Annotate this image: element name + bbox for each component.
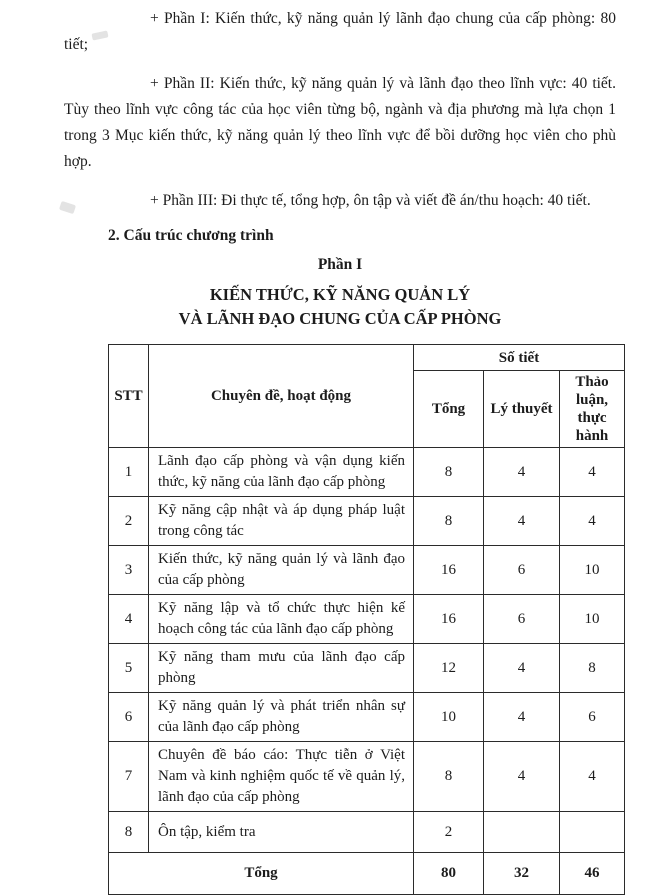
stt-cell: 5 xyxy=(109,644,149,693)
topic-cell: Ôn tập, kiểm tra xyxy=(149,812,414,853)
table-row xyxy=(109,595,625,644)
practice-cell: 10 xyxy=(560,546,625,595)
theory-cell: 4 xyxy=(484,693,560,742)
table-title-line2: VÀ LÃNH ĐẠO CHUNG CỦA CẤP PHÒNG xyxy=(178,309,502,328)
table-row xyxy=(109,497,625,546)
total-cell: 8 xyxy=(414,497,484,546)
total-practice-cell: 46 xyxy=(560,853,625,895)
paragraph-part-2: + Phần II: Kiến thức, kỹ năng quản lý và lãnh đạo theo lĩnh vực: 40 tiết. Tùy theo lĩnh vực công tác của học viên từng bộ, ngành và địa phương mà lựa chọn 1 trong 3 Mục kiến thức, kỹ năng quản lý theo lĩnh vực để bồi dưỡng học viên cho phù hợp. xyxy=(64,75,616,170)
topic-cell: Lãnh đạo cấp phòng và vận dụng kiến thức, kỹ năng của lãnh đạo cấp phòng xyxy=(149,448,414,497)
table-row xyxy=(109,812,625,853)
practice-cell: 4 xyxy=(560,742,625,812)
practice-cell: 8 xyxy=(560,644,625,693)
topic-cell: Kỹ năng cập nhật và áp dụng pháp luật trong công tác xyxy=(149,497,414,546)
theory-cell: 6 xyxy=(484,595,560,644)
total-cell: 8 xyxy=(414,448,484,497)
total-cell: 2 xyxy=(414,812,484,853)
total-cell: 8 xyxy=(414,742,484,812)
theory-cell: 4 xyxy=(484,497,560,546)
topic-cell: Kiến thức, kỹ năng quản lý và lãnh đạo của cấp phòng xyxy=(149,546,414,595)
total-cell: 12 xyxy=(414,644,484,693)
theory-cell: 6 xyxy=(484,546,560,595)
topic-cell: Chuyên đề báo cáo: Thực tiễn ở Việt Nam và kinh nghiệm quốc tế về quản lý, lãnh đạo của cấp phòng xyxy=(149,742,414,812)
stt-cell: 1 xyxy=(109,448,149,497)
theory-cell: 4 xyxy=(484,644,560,693)
topic-cell: Kỹ năng tham mưu của lãnh đạo cấp phòng xyxy=(149,644,414,693)
col-header-theory: Lý thuyết xyxy=(484,371,560,448)
stt-cell: 8 xyxy=(109,812,149,853)
stt-cell: 6 xyxy=(109,693,149,742)
practice-cell xyxy=(560,812,625,853)
practice-cell: 4 xyxy=(560,497,625,546)
col-header-topic: Chuyên đề, hoạt động xyxy=(149,345,414,448)
stt-cell: 3 xyxy=(109,546,149,595)
table-title-line1: KIẾN THỨC, KỸ NĂNG QUẢN LÝ xyxy=(209,285,471,304)
practice-cell: 4 xyxy=(560,448,625,497)
table-row xyxy=(109,693,625,742)
total-cell: 16 xyxy=(414,595,484,644)
table-row xyxy=(109,742,625,812)
total-row xyxy=(109,853,625,895)
col-header-periods-group: Số tiết xyxy=(414,345,625,371)
table-row xyxy=(109,448,625,497)
table-row xyxy=(109,644,625,693)
total-label-cell: Tổng xyxy=(109,853,414,895)
col-header-practice: Thảo luận, thực hành xyxy=(560,371,625,448)
table-row xyxy=(109,546,625,595)
theory-cell xyxy=(484,812,560,853)
total-theory-cell: 32 xyxy=(484,853,560,895)
total-cell: 16 xyxy=(414,546,484,595)
stt-cell: 2 xyxy=(109,497,149,546)
table-title xyxy=(64,283,616,331)
part-label: Phần I xyxy=(317,256,363,273)
practice-cell: 6 xyxy=(560,693,625,742)
topic-cell: Kỹ năng quản lý và phát triển nhân sự của lãnh đạo cấp phòng xyxy=(149,693,414,742)
stt-cell: 4 xyxy=(109,595,149,644)
stt-cell: 7 xyxy=(109,742,149,812)
total-cell: 10 xyxy=(414,693,484,742)
paragraph-part-1: + Phần I: Kiến thức, kỹ năng quản lý lãnh đạo chung của cấp phòng: 80 tiết; xyxy=(64,10,616,53)
section-heading: 2. Cấu trúc chương trình xyxy=(108,227,274,244)
theory-cell: 4 xyxy=(484,742,560,812)
curriculum-table xyxy=(108,344,625,895)
theory-cell: 4 xyxy=(484,448,560,497)
paragraph-part-3: + Phần III: Đi thực tế, tổng hợp, ôn tập và viết đề án/thu hoạch: 40 tiết. xyxy=(150,192,591,209)
topic-cell: Kỹ năng lập và tổ chức thực hiện kế hoạch công tác của lãnh đạo cấp phòng xyxy=(149,595,414,644)
col-header-total: Tổng xyxy=(414,371,484,448)
col-header-stt: STT xyxy=(109,345,149,448)
practice-cell: 10 xyxy=(560,595,625,644)
total-sum-cell: 80 xyxy=(414,853,484,895)
